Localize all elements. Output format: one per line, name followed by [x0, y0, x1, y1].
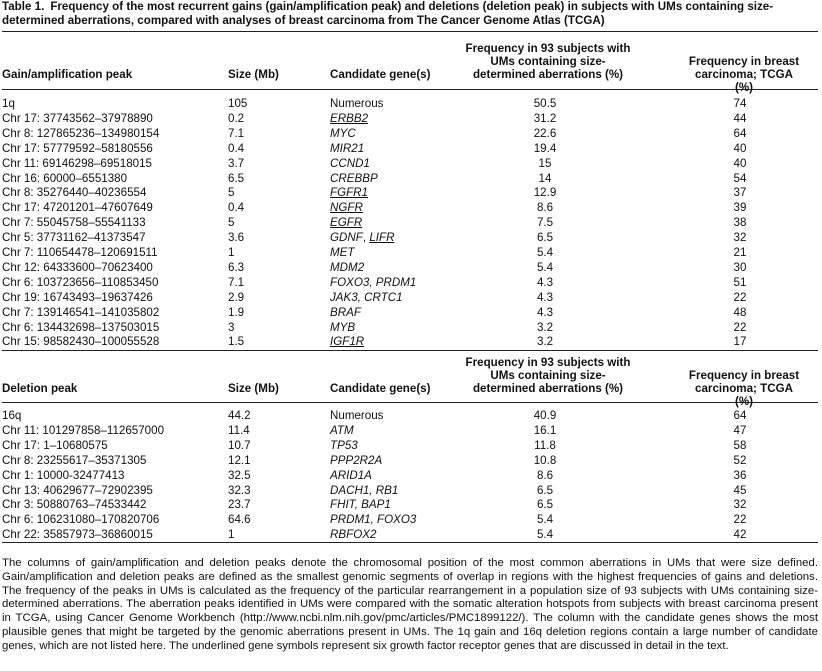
peak-cell: Chr 16: 60000–6551380 [2, 171, 128, 185]
size-cell: 1.9 [228, 305, 245, 319]
freq-um-cell: 10.8 [533, 453, 557, 467]
gene-symbol: MDM2 [330, 260, 365, 274]
freq-tcga-cell: 51 [733, 275, 747, 289]
table-row [0, 112, 822, 126]
table-row [0, 321, 822, 335]
table-footnote: The columns of gain/amplification and deletion peaks denote the chromosomal position of the most common aberrations in UMs that were size defined. Gain/amplification and deletion peaks are defined as the smallest genomic segments of overlap in regions with the highest frequencies of gains and deletions. The frequency of the peaks in UMs is calculated as the frequency of the particular rearrangement in a population size of 93 subjects with UMs containing size-determined aberrations. The aberration peaks identified in UMs were compared with the somatic alteration hotspots from subjects with breast carcinoma present in TCGA, using Cancer Genome Workbench (http://www.ncbi.nlm.nih.gov/pmc/articles/PMC1899122/). The column with the candidate genes shows the most plausible genes that might be targeted by the genomic aberrations present in UMs. The 1q gain and 16q deletion regions contain a large number of candidate genes, which are not listed here. The underlined gene symbols represent six growth factor receptor genes that are discussed in detail in the text. [2, 557, 818, 652]
table-row [0, 335, 822, 349]
candidate-genes-cell [330, 142, 364, 156]
candidate-genes-cell [330, 231, 394, 245]
gene-symbol: GDNF [330, 231, 363, 245]
peak-cell: Chr 11: 101297858–112657000 [2, 423, 165, 437]
table-row [0, 528, 822, 542]
peak-cell: Chr 8: 127865236–134980154 [2, 126, 160, 140]
freq-um-cell: 6.5 [536, 498, 554, 512]
gene-symbol: MYC [330, 126, 356, 140]
peak-cell: 1q [2, 97, 15, 110]
gene-symbol: Numerous [330, 97, 384, 110]
size-cell: 6.3 [228, 260, 245, 274]
freq-um-cell: 7.5 [536, 216, 554, 230]
gain-header-size: Size (Mb) [228, 68, 279, 81]
gene-symbol: CCND1 [330, 156, 370, 170]
freq-tcga-cell: 48 [733, 305, 747, 319]
size-cell: 5 [228, 216, 235, 230]
size-cell: 2.9 [228, 290, 245, 304]
freq-tcga-cell: 36 [733, 468, 747, 482]
peak-cell: Chr 8: 23255617–35371305 [2, 453, 147, 467]
gene-symbol: MYB [330, 320, 356, 334]
table-row [0, 186, 822, 200]
gene-symbol: MET [330, 246, 355, 259]
freq-um-cell: 4.3 [536, 275, 554, 289]
peak-cell: Chr 7: 110654478–120691511 [2, 246, 158, 259]
gain-header-freq-tcga: Frequency in breast carcinoma; TCGA (%) [688, 55, 800, 94]
table-row [0, 201, 822, 215]
candidate-genes-cell [330, 246, 354, 260]
freq-um-cell: 6.5 [536, 231, 554, 245]
freq-um-cell: 3.2 [536, 335, 554, 349]
candidate-genes-cell [330, 186, 368, 200]
peak-cell: Chr 6: 103723656–110853450 [2, 275, 159, 289]
candidate-genes-cell [330, 484, 398, 498]
freq-um-cell: 5.4 [536, 246, 554, 259]
size-cell: 3 [228, 320, 235, 334]
peak-cell: Chr 3: 50880763–74533442 [2, 498, 147, 512]
freq-um-cell: 8.6 [536, 201, 554, 215]
candidate-genes-cell [330, 528, 376, 542]
freq-tcga-cell: 22 [733, 320, 747, 334]
candidate-genes-cell [330, 291, 403, 305]
gene-symbol: LIFR [369, 231, 395, 245]
table-row [0, 469, 822, 483]
freq-tcga-cell: 39 [733, 201, 747, 215]
table-row [0, 97, 822, 111]
table-row [0, 216, 822, 230]
size-cell: 32.5 [228, 468, 251, 482]
deletion-header-freq-tcga: Frequency in breast carcinoma; TCGA (%) [688, 369, 800, 408]
freq-tcga-cell: 74 [733, 97, 747, 110]
size-cell: 5 [228, 186, 235, 200]
bottom-rule [2, 542, 818, 543]
peak-cell: Chr 22: 35857973–36860015 [2, 528, 153, 542]
peak-cell: Chr 12: 64333600–70623400 [2, 260, 153, 274]
gene-symbol: ERBB2 [330, 111, 369, 125]
candidate-genes-cell [330, 306, 361, 320]
peak-cell: Chr 6: 106231080–170820706 [2, 513, 160, 527]
candidate-genes-cell [330, 498, 391, 512]
peak-cell: Chr 13: 40629677–72902395 [2, 483, 153, 497]
freq-tcga-cell: 40 [733, 141, 747, 155]
caption-label: Table 1. [2, 0, 45, 13]
candidate-genes-cell [330, 424, 354, 438]
freq-um-cell: 15 [538, 156, 552, 170]
size-cell: 1 [228, 246, 235, 259]
gene-symbol: IGF1R [330, 335, 365, 349]
gain-header-peak: Gain/amplification peak [2, 68, 133, 81]
gene-symbol: ARID1A [330, 468, 372, 482]
deletion-header-genes: Candidate gene(s) [330, 382, 431, 395]
freq-tcga-cell: 21 [733, 246, 747, 259]
size-cell: 1 [228, 528, 235, 542]
candidate-genes-cell [330, 335, 364, 349]
freq-tcga-cell: 52 [733, 453, 747, 467]
freq-um-cell: 4.3 [536, 305, 554, 319]
size-cell: 7.1 [228, 275, 245, 289]
freq-tcga-cell: 54 [733, 171, 747, 185]
freq-um-cell: 31.2 [533, 111, 557, 125]
freq-um-cell: 6.5 [536, 483, 554, 497]
gene-symbol: BRAF [330, 305, 361, 319]
candidate-genes-cell [330, 276, 416, 290]
table-row [0, 498, 822, 512]
size-cell: 44.2 [228, 409, 251, 422]
table-caption [2, 0, 818, 28]
top-rule [2, 31, 818, 32]
freq-um-cell: 50.5 [533, 97, 557, 110]
size-cell: 6.5 [228, 171, 245, 185]
peak-cell: Chr 15: 98582430–100055528 [2, 335, 160, 349]
candidate-genes-cell [330, 513, 416, 527]
freq-tcga-cell: 44 [733, 111, 747, 125]
size-cell: 7.1 [228, 126, 245, 140]
size-cell: 0.2 [228, 111, 245, 125]
peak-cell: Chr 8: 35276440–40236554 [2, 186, 147, 200]
gene-symbol: EGFR [330, 216, 363, 230]
candidate-genes-cell [330, 454, 382, 468]
candidate-genes-cell [330, 201, 363, 215]
candidate-genes-cell [330, 216, 362, 230]
peak-cell: Chr 17: 37743562–37978890 [2, 111, 153, 125]
size-cell: 23.7 [228, 498, 251, 512]
peak-cell: Chr 17: 1–10680575 [2, 438, 108, 452]
candidate-genes-cell [330, 97, 383, 111]
table-row [0, 291, 822, 305]
peak-cell: Chr 5: 37731162–41373547 [2, 231, 146, 245]
peak-cell: Chr 17: 57779592–58180556 [2, 141, 153, 155]
gene-symbol: PRDM1, FOXO3 [330, 513, 417, 527]
candidate-genes-cell [330, 321, 355, 335]
size-cell: 3.7 [228, 156, 245, 170]
candidate-genes-cell [330, 469, 372, 483]
freq-tcga-cell: 64 [733, 409, 747, 422]
candidate-genes-cell [330, 127, 356, 141]
table-row [0, 513, 822, 527]
freq-tcga-cell: 38 [733, 216, 747, 230]
gene-symbol: CREBBP [330, 171, 378, 185]
freq-tcga-cell: 58 [733, 438, 747, 452]
candidate-genes-cell [330, 172, 378, 186]
freq-um-cell: 5.4 [536, 513, 554, 527]
peak-cell: Chr 1: 10000-32477413 [2, 468, 125, 482]
table-row [0, 172, 822, 186]
candidate-genes-cell [330, 112, 368, 126]
freq-tcga-cell: 37 [733, 186, 747, 200]
gain-bottom-rule [2, 350, 818, 351]
table-row [0, 246, 822, 260]
table-row [0, 409, 822, 423]
gene-symbol: FHIT, BAP1 [330, 498, 391, 512]
peak-cell: Chr 17: 47201201–47607649 [2, 201, 153, 215]
gene-symbol: , [362, 231, 370, 245]
gene-symbol: TP53 [330, 438, 358, 452]
deletion-header-size: Size (Mb) [228, 382, 279, 395]
peak-cell: Chr 11: 69146298–69518015 [2, 156, 152, 170]
gain-header-rule [2, 89, 818, 90]
size-cell: 0.4 [228, 141, 245, 155]
freq-tcga-cell: 32 [733, 231, 747, 245]
caption-text: Frequency of the most recurrent gains (gain/amplification peak) and deletions (deletion peak) in subjects with UMs containing size-determined aberrations, compared with analyses of breast carcinoma from The Cancer Genome Atlas (TCGA) [2, 0, 774, 27]
freq-um-cell: 3.2 [536, 320, 554, 334]
freq-tcga-cell: 64 [733, 126, 747, 140]
freq-um-cell: 5.4 [536, 260, 554, 274]
table-row [0, 484, 822, 498]
freq-tcga-cell: 32 [733, 498, 747, 512]
freq-tcga-cell: 45 [733, 483, 747, 497]
gain-header-genes: Candidate gene(s) [330, 68, 431, 81]
size-cell: 10.7 [228, 438, 251, 452]
size-cell: 32.3 [228, 483, 251, 497]
table-row [0, 276, 822, 290]
freq-um-cell: 4.3 [536, 290, 554, 304]
gene-symbol: FGFR1 [330, 186, 369, 200]
gene-symbol: PPP2R2A [330, 453, 383, 467]
size-cell: 64.6 [228, 513, 251, 527]
gene-symbol: RBFOX2 [330, 528, 377, 542]
table-row [0, 127, 822, 141]
freq-tcga-cell: 47 [733, 423, 747, 437]
table-row [0, 306, 822, 320]
freq-um-cell: 19.4 [533, 141, 557, 155]
gene-symbol: Numerous [330, 409, 384, 422]
freq-tcga-cell: 30 [733, 260, 747, 274]
freq-um-cell: 12.9 [533, 186, 557, 200]
deletion-header-peak: Deletion peak [2, 382, 78, 395]
freq-tcga-cell: 22 [733, 290, 747, 304]
freq-um-cell: 16.1 [533, 423, 557, 437]
peak-cell: Chr 6: 134432698–137503015 [2, 320, 160, 334]
candidate-genes-cell [330, 439, 358, 453]
freq-um-cell: 11.8 [534, 438, 556, 452]
table-row [0, 261, 822, 275]
size-cell: 1.5 [228, 335, 245, 349]
peak-cell: Chr 7: 55045758–55541133 [2, 216, 146, 230]
candidate-genes-cell [330, 261, 364, 275]
peak-cell: Chr 7: 139146541–141035802 [2, 305, 160, 319]
candidate-genes-cell [330, 157, 370, 171]
freq-tcga-cell: 42 [733, 528, 747, 542]
size-cell: 0.4 [228, 201, 245, 215]
size-cell: 11.4 [228, 423, 250, 437]
gene-symbol: FOXO3, PRDM1 [330, 275, 417, 289]
gene-symbol: NGFR [330, 201, 363, 215]
gene-symbol: DACH1, RB1 [330, 483, 399, 497]
freq-tcga-cell: 17 [733, 335, 747, 349]
table-row [0, 142, 822, 156]
candidate-genes-cell [330, 409, 383, 423]
freq-um-cell: 40.9 [533, 409, 557, 422]
freq-tcga-cell: 40 [733, 156, 747, 170]
gene-symbol: ATM [330, 423, 354, 437]
freq-um-cell: 8.6 [536, 468, 554, 482]
table-row [0, 231, 822, 245]
deletion-header-rule [2, 402, 818, 403]
table-row [0, 157, 822, 171]
freq-um-cell: 22.6 [533, 126, 557, 140]
table-row [0, 424, 822, 438]
peak-cell: Chr 19: 16743493–19637426 [2, 290, 153, 304]
gene-symbol: JAK3, CRTC1 [330, 290, 403, 304]
size-cell: 105 [228, 97, 248, 110]
table-row [0, 439, 822, 453]
deletion-header-freq-um: Frequency in 93 subjects with UMs containing size-determined aberrations (%) [465, 356, 631, 395]
size-cell: 3.6 [228, 231, 245, 245]
freq-um-cell: 5.4 [536, 528, 554, 542]
peak-cell: 16q [2, 409, 22, 422]
freq-um-cell: 14 [538, 171, 552, 185]
gene-symbol: MIR21 [330, 141, 365, 155]
freq-tcga-cell: 22 [733, 513, 747, 527]
table-row [0, 454, 822, 468]
gain-header-freq-um: Frequency in 93 subjects with UMs containing size-determined aberrations (%) [465, 42, 631, 81]
size-cell: 12.1 [228, 453, 251, 467]
